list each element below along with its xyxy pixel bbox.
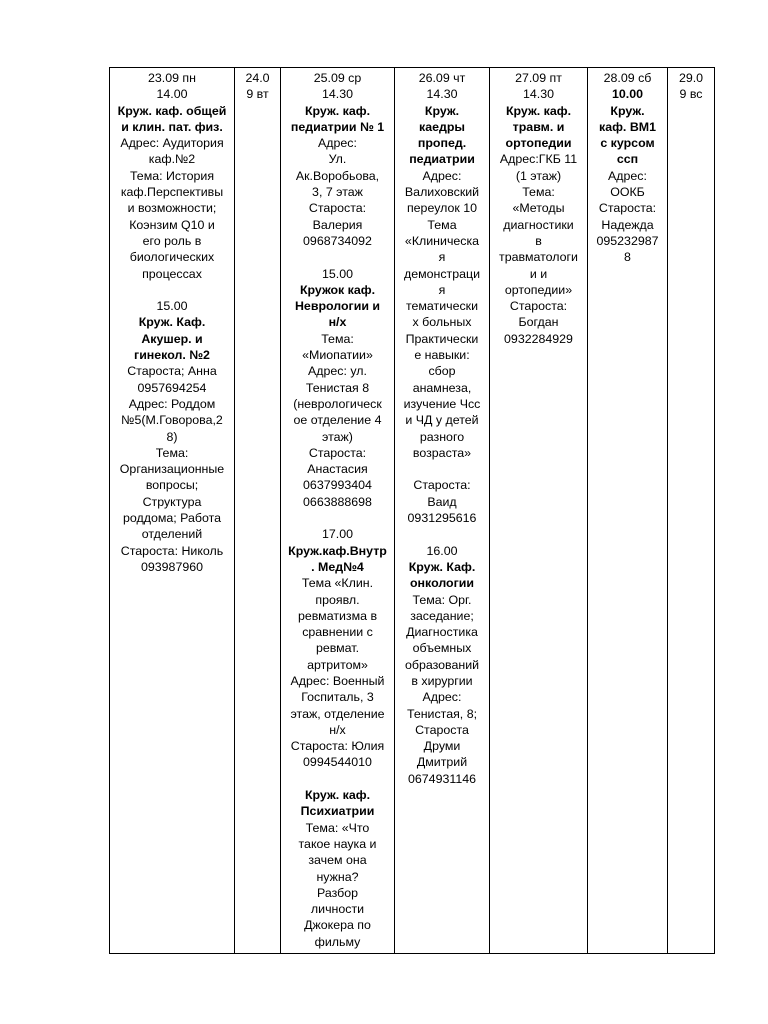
text-line: нужна?	[316, 869, 359, 884]
event-title-line: Акушер. и	[141, 331, 203, 346]
event-title-line: Круж.каф.Внутр	[288, 543, 387, 558]
text-line: ортопедии»	[504, 282, 573, 297]
text-line: Адрес:ГКБ 11	[499, 152, 578, 167]
text-line: ревмат.	[315, 641, 360, 656]
text-line: Госпиталь, 3	[301, 690, 374, 705]
event-title-line: травм. и	[512, 119, 565, 134]
event-title-line: гинекол. №2	[134, 348, 210, 363]
text-line: н/х	[329, 722, 346, 737]
text-line: «Клиническа	[404, 233, 480, 248]
event-title-line: Круж.	[610, 103, 645, 118]
text-line: тематически	[405, 299, 479, 314]
event-title-line: каедры	[419, 119, 465, 134]
text-line: Надежда	[601, 217, 654, 232]
event-title-line: Кружок каф.	[299, 282, 376, 297]
text-line: травматологи	[499, 250, 578, 265]
text-line: 0931295616	[407, 511, 477, 526]
text-line: Тема:	[321, 331, 354, 346]
text-line: 24.0	[245, 71, 270, 85]
text-line: роддома; Работа	[122, 511, 222, 526]
text-line: в хирургии	[411, 673, 473, 688]
text-line: Структура	[142, 494, 202, 509]
text-line: 9 вс	[679, 87, 703, 102]
text-line: Староста; Анна	[127, 364, 217, 379]
event-title-line: Круж. каф. общей	[117, 103, 227, 118]
text-line: 17.00	[321, 527, 353, 542]
text-line: объемных	[412, 641, 472, 656]
text-line: изучение Чсс	[403, 396, 481, 411]
day-cell-wednesday	[281, 68, 395, 954]
text-line: е навыки:	[414, 348, 470, 363]
text-line: переулок 10	[406, 201, 478, 216]
text-line: Тема: «Что	[305, 820, 370, 835]
text-line: 14.30	[522, 87, 554, 102]
blank-line	[397, 526, 487, 542]
text-line: Тема «Клин.	[301, 576, 374, 591]
text-line: Адрес:	[608, 168, 647, 183]
text-line: каф.Перспективы	[120, 185, 224, 200]
text-line: Джокера по	[304, 918, 371, 933]
text-line: Адрес: Военный	[290, 673, 385, 688]
day-cell-friday	[490, 68, 588, 954]
event-title-line: с курсом	[600, 136, 655, 151]
text-line: Адрес:	[422, 690, 462, 705]
event-title-line: ортопедии	[505, 136, 572, 151]
text-line: «Методы	[512, 201, 565, 216]
text-line: отделений	[141, 527, 203, 542]
text-line: Друми	[423, 739, 461, 754]
text-line: разного	[419, 429, 465, 444]
text-line: и ЧД у детей	[405, 413, 479, 428]
text-line: Адрес: ул.	[308, 364, 367, 379]
text-line: Тенистая, 8;	[406, 706, 478, 721]
text-line: 0957694254	[137, 380, 207, 395]
text-line: диагностики	[503, 217, 574, 232]
event-title-line: ссп	[616, 152, 639, 167]
text-line: 16.00	[426, 543, 458, 558]
text-line: 29.0	[678, 71, 704, 85]
event-title-line: Круж. каф.	[304, 788, 371, 803]
text-line: биологических	[129, 250, 215, 265]
event-title-line: и клин. пат. физ.	[121, 119, 223, 134]
text-line: анамнеза,	[412, 380, 472, 395]
text-line: 8)	[166, 429, 178, 444]
text-line: 0663888698	[303, 494, 372, 509]
text-line: 3, 7 этаж	[312, 185, 363, 200]
text-line: 8	[624, 250, 631, 265]
text-line: образований	[404, 657, 480, 672]
text-line: Староста: Юлия	[290, 739, 385, 754]
text-line: и и	[529, 266, 548, 281]
text-line: Разбор	[316, 885, 359, 900]
text-line: Организационные	[119, 462, 225, 477]
text-line: 25.09 ср	[313, 71, 362, 85]
text-line: 28.09 сб	[603, 71, 652, 85]
text-line: №5(М.Говорова,2	[121, 413, 223, 428]
blank-line	[283, 249, 392, 265]
blank-line	[283, 510, 392, 526]
text-line: Тенистая 8	[305, 380, 370, 395]
day-cell-sunday	[668, 68, 715, 954]
text-line: Староста: Николь	[120, 543, 224, 558]
text-line: (1 этаж)	[515, 168, 562, 183]
text-line: Тема: История	[129, 168, 215, 183]
text-line: Тема: Орг.	[412, 592, 472, 607]
text-line: 0637993404	[303, 478, 372, 493]
text-line: сравнении с	[302, 625, 373, 640]
event-title-line: онкологии	[409, 576, 475, 591]
text-line: Тема	[427, 217, 457, 232]
text-line: 0968734092	[303, 233, 372, 248]
text-line: Староста:	[308, 201, 367, 216]
text-line: демонстраци	[403, 266, 481, 281]
text-line: ООКБ	[610, 185, 645, 200]
text-line: 093987960	[140, 559, 204, 574]
text-line: 23.09 пн	[147, 71, 196, 85]
text-line: Староста:	[509, 299, 568, 314]
text-line: Валиховский	[404, 185, 480, 200]
text-line: Староста	[415, 722, 469, 737]
text-line: Староста:	[413, 478, 471, 493]
text-line: зачем она	[308, 853, 367, 868]
event-title-line: Круж. Каф.	[408, 559, 476, 574]
schedule-row	[110, 68, 715, 954]
text-line: 15.00	[156, 299, 188, 314]
day-cell-tuesday	[235, 68, 281, 954]
text-line: такое наука и	[298, 836, 377, 851]
text-line: Ул.	[328, 152, 347, 167]
text-line: Диагностика	[406, 625, 478, 640]
text-line: я	[438, 250, 446, 265]
text-line: Адрес:	[422, 168, 462, 183]
text-line: х больных	[412, 315, 472, 330]
text-line: Ак.Воробьова,	[295, 168, 380, 183]
text-line: Староста:	[598, 201, 657, 216]
text-line: личности	[310, 902, 365, 917]
text-line: 0994544010	[303, 755, 372, 770]
event-title-line: Круж. каф.	[304, 103, 371, 118]
event-title-line: каф. ВМ1	[599, 119, 656, 134]
text-line: 0932284929	[504, 331, 573, 346]
text-line: фильму	[314, 934, 361, 949]
text-line: Адрес:	[318, 136, 357, 151]
text-line: заседание;	[410, 608, 474, 623]
text-line: Валерия	[312, 217, 363, 232]
blank-line	[283, 771, 392, 787]
text-line: каф.№2	[148, 152, 196, 167]
event-title-line: Круж.	[424, 103, 460, 118]
event-title-line: Круж. Каф.	[138, 315, 206, 330]
event-title-line: педиатрии № 1	[290, 119, 385, 134]
event-title-line: пропед.	[417, 136, 467, 151]
text-line: Тема:	[522, 185, 555, 200]
event-title-line: Круж. каф.	[505, 103, 572, 118]
text-line: возраста»	[412, 445, 472, 460]
text-line: его роль в	[142, 233, 202, 248]
text-line: (неврологическ	[293, 396, 382, 411]
text-line: 14.30	[426, 87, 458, 102]
text-line: Богдан	[518, 315, 559, 330]
day-cell-thursday	[395, 68, 490, 954]
text-line: 26.09 чт	[418, 71, 466, 85]
text-line: сбор	[428, 364, 456, 379]
text-line: Анастасия	[307, 462, 368, 477]
text-line: артритом»	[307, 657, 368, 672]
text-line: Тема:	[155, 445, 189, 460]
text-line: в	[535, 233, 542, 248]
day-cell-saturday	[588, 68, 668, 954]
weekly-schedule-table	[109, 67, 715, 954]
event-title-line: Неврологии и	[294, 299, 381, 314]
text-line: вопросы;	[145, 478, 199, 493]
text-line: Адрес: Роддом	[128, 396, 216, 411]
text-line: 9 вт	[246, 87, 269, 102]
day-cell-monday	[110, 68, 235, 954]
text-line: 14.00	[156, 87, 188, 102]
text-line: Адрес: Аудитория	[120, 136, 224, 151]
text-line: и возможности;	[127, 201, 217, 216]
text-line: ревматизма в	[297, 608, 378, 623]
blank-line	[397, 461, 487, 477]
event-title-line: 10.00	[611, 87, 643, 102]
event-title-line: Психиатрии	[300, 804, 375, 819]
text-line: 27.09 пт	[515, 71, 562, 85]
text-line: этаж)	[322, 429, 353, 444]
text-line: 14.30	[321, 87, 353, 102]
blank-line	[112, 282, 232, 298]
event-title-line: . Мед№4	[311, 559, 364, 574]
text-line: Коэнзим Q10 и	[129, 217, 215, 232]
text-line: Практически	[405, 331, 479, 346]
text-line: процессах	[142, 266, 202, 281]
text-line: 095232987	[596, 233, 659, 248]
text-line: Староста:	[308, 445, 367, 460]
text-line: проявл.	[315, 592, 360, 607]
text-line: я	[438, 282, 446, 297]
text-line: этаж, отделение	[290, 706, 385, 721]
text-line: 0674931146	[408, 771, 476, 786]
text-line: Ваид	[427, 494, 457, 509]
text-line: 15.00	[321, 266, 353, 281]
text-line: Дмитрий	[416, 755, 468, 770]
text-line: «Миопатии»	[302, 348, 373, 363]
event-title-line: н/х	[328, 315, 347, 330]
text-line: ое отделение 4	[293, 413, 382, 428]
event-title-line: педиатрии	[409, 152, 475, 167]
